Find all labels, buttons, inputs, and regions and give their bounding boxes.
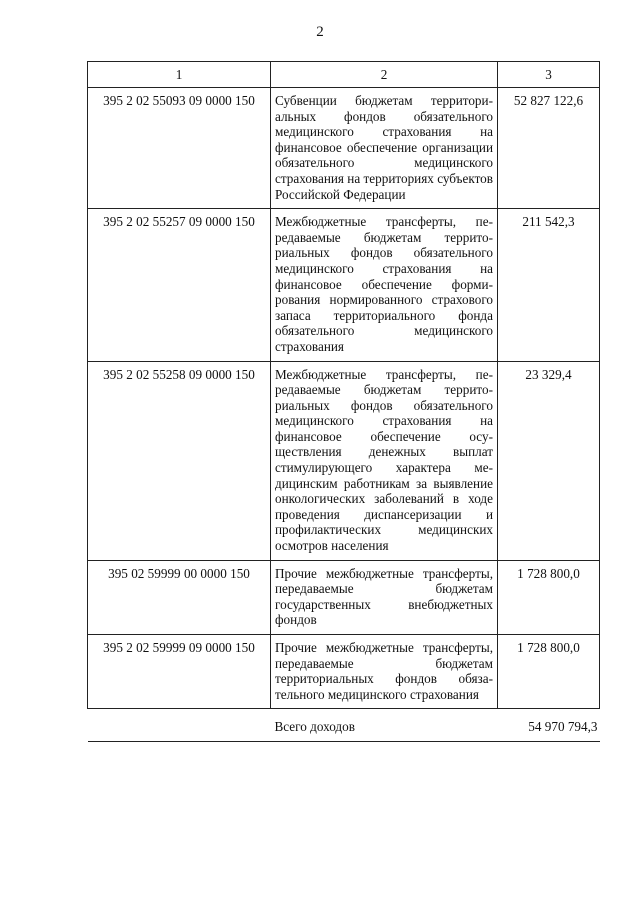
revenue-table xyxy=(87,61,600,742)
column-header-name: 2 xyxy=(271,62,498,88)
table-row xyxy=(88,560,600,634)
table-row xyxy=(88,209,600,361)
total-row xyxy=(88,709,600,742)
total-amount: 54 970 794,3 xyxy=(498,709,600,742)
budget-code-cell: 395 2 02 55093 09 0000 150 xyxy=(88,88,271,209)
revenue-name-cell: Субвенции бюджетам территориальных фондов обязательного медицинского страхования на финансовое обеспечение организации обязательного медицинского страхования на территориях субъектов Российской Федерации xyxy=(271,88,498,209)
amount-cell: 52 827 122,6 xyxy=(498,88,600,209)
budget-code-cell: 395 2 02 59999 09 0000 150 xyxy=(88,635,271,709)
total-code-cell xyxy=(88,709,271,742)
amount-cell: 23 329,4 xyxy=(498,361,600,560)
revenue-name-cell: Прочие межбюджетные трансферты, передаваемые бюджетам территориальных фондов обязательного медицинского страхования xyxy=(271,635,498,709)
amount-cell: 1 728 800,0 xyxy=(498,560,600,634)
revenue-name-cell: Межбюджетные трансферты, передаваемые бюджетам территориальных фондов обязательного медицинского страхования на финансовое обеспечение осуществления денежных выплат стимулирующего характера медицинским работникам за выявление онкологических заболеваний в ходе проведения диспансеризации и профилактических медицинских осмотров населения xyxy=(271,361,498,560)
table-row xyxy=(88,361,600,560)
column-header-code: 1 xyxy=(88,62,271,88)
total-label: Всего доходов xyxy=(271,709,498,742)
budget-code-cell: 395 02 59999 00 0000 150 xyxy=(88,560,271,634)
revenue-name-cell: Межбюджетные трансферты, передаваемые бюджетам территориальных фондов обязательного медицинского страхования на финансовое обеспечение формирования нормированного страхового запаса территориального фонда обязательного медицинского страхования xyxy=(271,209,498,361)
table-row xyxy=(88,635,600,709)
table-header-row xyxy=(88,62,600,88)
page-number: 2 xyxy=(316,24,324,40)
revenue-name-cell: Прочие межбюджетные трансферты, передаваемые бюджетам государственных внебюджетных фондов xyxy=(271,560,498,634)
budget-code-cell: 395 2 02 55257 09 0000 150 xyxy=(88,209,271,361)
amount-cell: 1 728 800,0 xyxy=(498,635,600,709)
table-row xyxy=(88,88,600,209)
column-header-amount: 3 xyxy=(498,62,600,88)
budget-code-cell: 395 2 02 55258 09 0000 150 xyxy=(88,361,271,560)
amount-cell: 211 542,3 xyxy=(498,209,600,361)
